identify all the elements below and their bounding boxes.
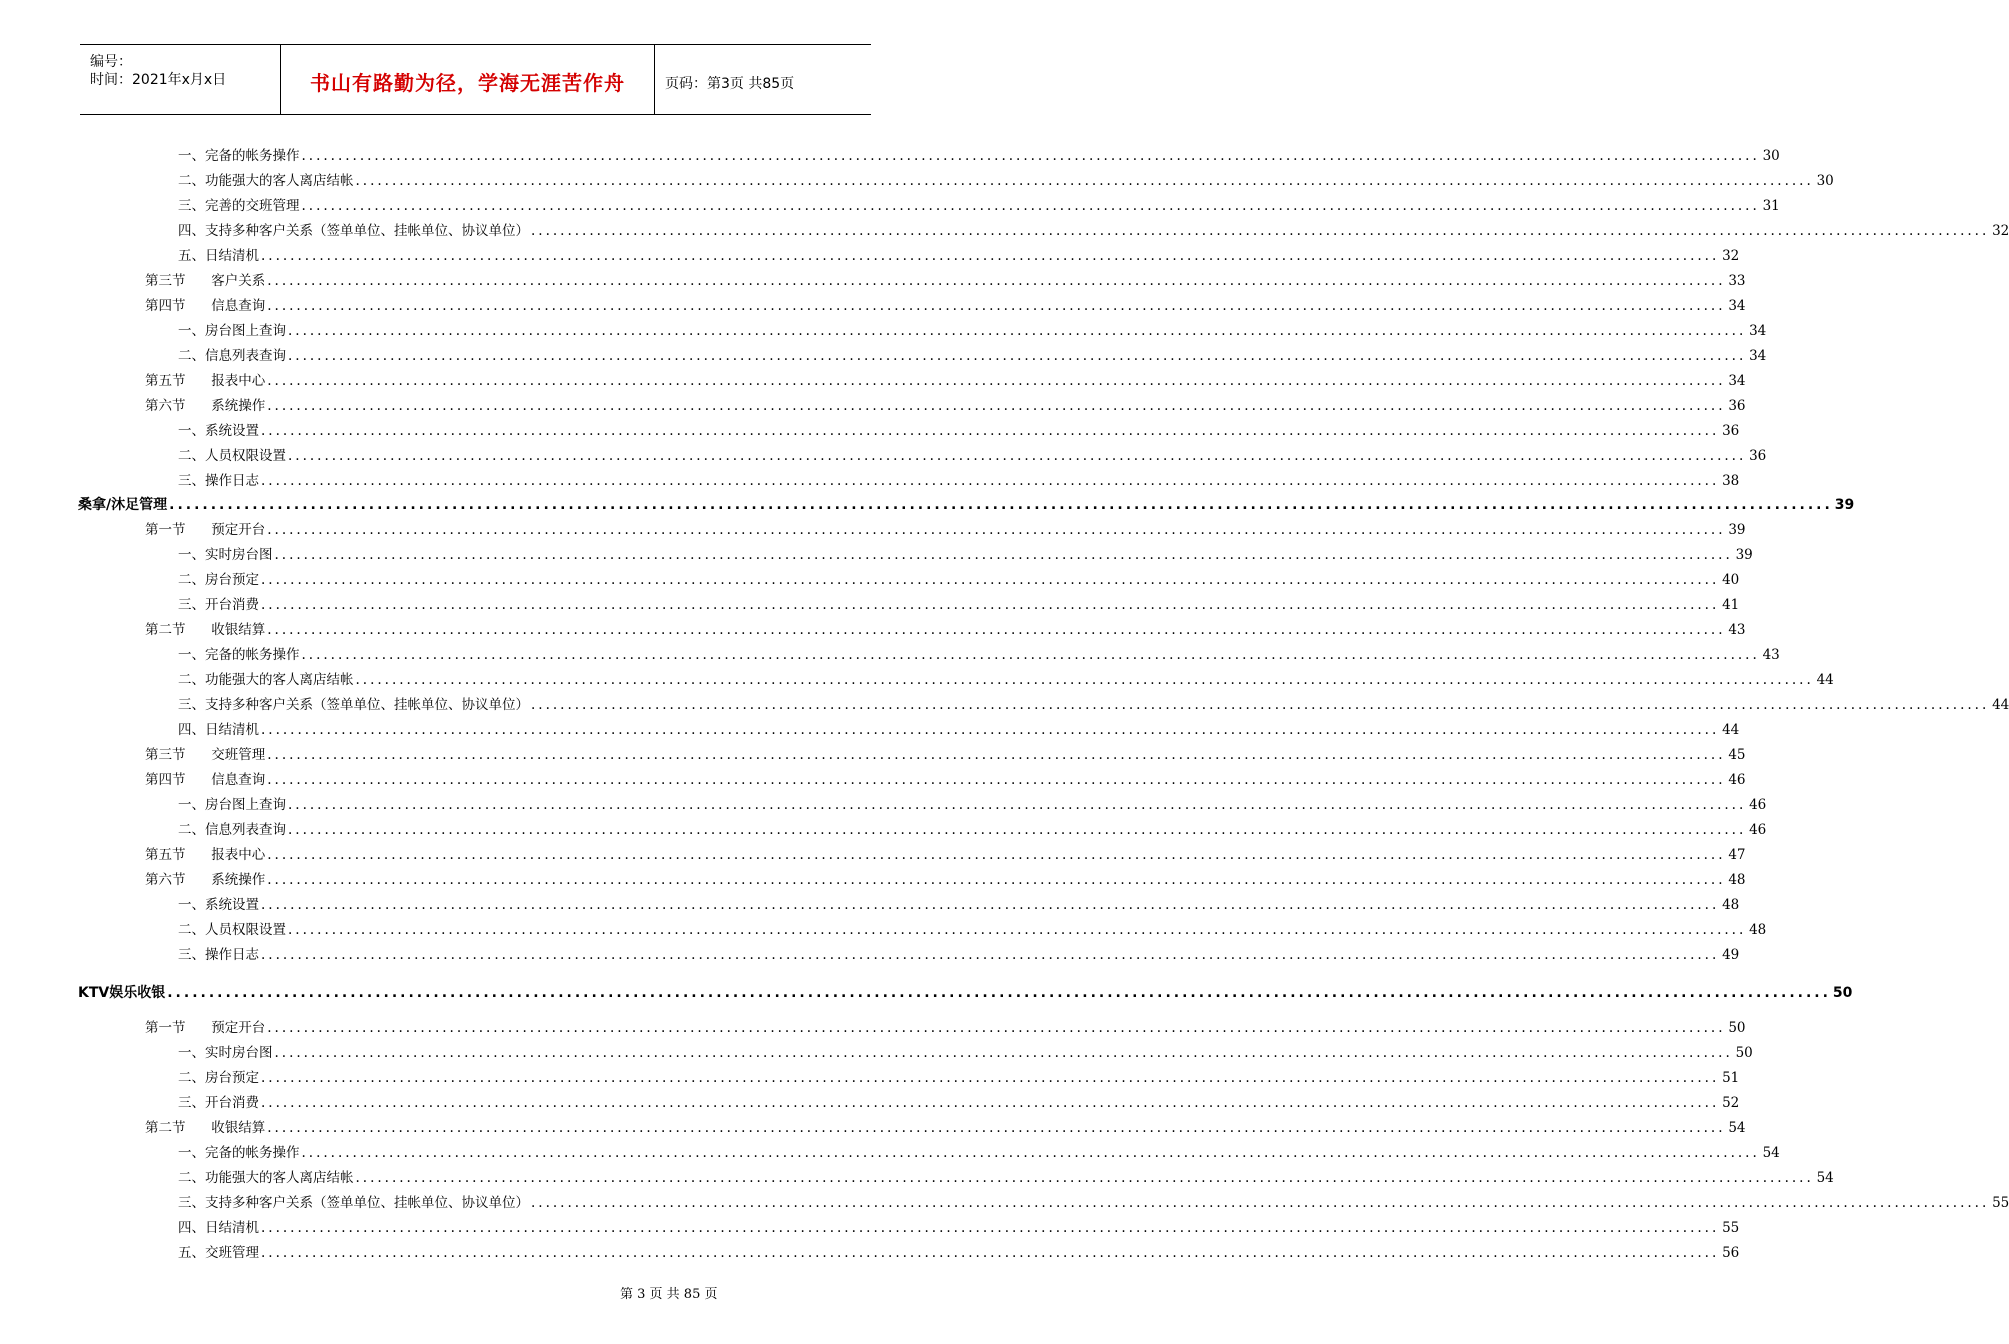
toc-page-number: 39 [1728,522,1746,538]
toc-section-entry[interactable] [145,770,1746,790]
toc-page-number: 38 [1722,473,1740,489]
toc-entry-label: 三、完善的交班管理 [178,198,300,214]
toc-section-entry[interactable] [145,296,1746,316]
toc-section-entry[interactable] [145,396,1746,416]
toc-leader-dots: ........................................................................................................................................................................................................ [267,398,1726,414]
toc-leader-dots: ........................................................................................................................................................................................................ [261,1070,1720,1086]
toc-page-number: 48 [1722,897,1740,913]
toc-subsection-entry[interactable] [178,920,1767,940]
toc-leader-dots: ........................................................................................................................................................................................................ [531,223,1990,239]
toc-entry-label: 第一节 预定开台 [145,522,266,538]
toc-leader-dots: ........................................................................................................................................................................................................ [267,622,1726,638]
toc-section-entry[interactable] [145,371,1746,391]
header-slogan-cell [281,45,655,114]
toc-entry-label: 第二节 收银结算 [145,622,266,638]
toc-page-number: 34 [1749,348,1767,364]
toc-subsection-entry[interactable] [178,246,1740,266]
toc-entry-label: 一、完备的帐务操作 [178,1145,300,1161]
toc-leader-dots: ........................................................................................................................................................................................................ [261,1220,1720,1236]
toc-leader-dots: ........................................................................................................................................................................................................ [261,423,1720,439]
page-footer: 第 3 页 共 85 页 [620,1287,718,1302]
toc-subsection-entry[interactable] [178,720,1740,740]
toc-entry-label: 三、操作日志 [178,473,259,489]
toc-page-number: 50 [1832,985,1853,1001]
toc-page-number: 55 [1992,1195,2009,1211]
toc-section-entry[interactable] [145,520,1746,540]
toc-leader-dots: ........................................................................................................................................................................................................ [261,597,1720,613]
toc-entry-label: 一、房台图上查询 [178,323,286,339]
toc-leader-dots: ........................................................................................................................................................................................................ [267,373,1726,389]
toc-page-number: 41 [1722,597,1740,613]
document-number-label: 编号： [90,54,132,70]
toc-leader-dots: ........................................................................................................................................................................................................ [355,173,1814,189]
toc-page-number: 50 [1728,1020,1746,1036]
toc-page-number: 54 [1728,1120,1746,1136]
toc-page-number: 39 [1735,547,1753,563]
toc-leader-dots: ........................................................................................................................................................................................................ [301,198,1760,214]
toc-subsection-entry[interactable] [178,196,1780,216]
toc-entry-label: 二、信息列表查询 [178,822,286,838]
page-header [80,44,871,115]
toc-section-entry[interactable] [145,271,1746,291]
toc-page-number: 54 [1816,1170,1834,1186]
toc-leader-dots: ........................................................................................................................................................................................................ [261,572,1720,588]
toc-subsection-entry[interactable] [178,545,1753,565]
toc-leader-dots: ........................................................................................................................................................................................................ [267,847,1726,863]
toc-page-number: 54 [1762,1145,1780,1161]
toc-page-number: 46 [1749,822,1767,838]
toc-subsection-entry[interactable] [178,146,1780,166]
toc-entry-label: 第六节 系统操作 [145,872,266,888]
toc-leader-dots: ........................................................................................................................................................................................................ [288,348,1747,364]
toc-page-number: 48 [1728,872,1746,888]
toc-subsection-entry[interactable] [178,945,1740,965]
toc-entry-label: 桑拿/沐足管理 [78,497,168,513]
toc-entry-label: 第二节 收银结算 [145,1120,266,1136]
toc-entry-label: 二、人员权限设置 [178,922,286,938]
toc-entry-label: 一、实时房台图 [178,1045,273,1061]
toc-page-number: 32 [1992,223,2009,239]
toc-entry-label: 四、日结清机 [178,722,259,738]
toc-entry-label: 三、支持多种客户关系（签单单位、挂帐单位、协议单位） [178,1195,529,1211]
toc-page-number: 49 [1722,947,1740,963]
toc-chapter-entry[interactable] [78,983,1853,1003]
toc-leader-dots: ........................................................................................................................................................................................................ [267,1120,1726,1136]
toc-entry-label: 二、功能强大的客人离店结帐 [178,1170,354,1186]
toc-subsection-entry[interactable] [178,645,1780,665]
toc-subsection-entry[interactable] [178,421,1740,441]
toc-entry-label: 一、系统设置 [178,423,259,439]
header-page-cell [655,45,871,114]
toc-page-number: 32 [1722,248,1740,264]
toc-leader-dots: ........................................................................................................................................................................................................ [261,1245,1720,1261]
toc-page-number: 36 [1722,423,1740,439]
toc-page-number: 43 [1762,647,1780,663]
toc-leader-dots: ........................................................................................................................................................................................................ [261,897,1720,913]
toc-page-number: 33 [1728,273,1746,289]
toc-subsection-entry[interactable] [178,1068,1740,1088]
toc-subsection-entry[interactable] [178,1168,1834,1188]
toc-entry-label: 第四节 信息查询 [145,772,266,788]
toc-entry-label: 四、支持多种客户关系（签单单位、挂帐单位、协议单位） [178,223,529,239]
toc-leader-dots: ........................................................................................................................................................................................................ [355,1170,1814,1186]
toc-leader-dots: ........................................................................................................................................................................................................ [288,448,1747,464]
toc-leader-dots: ........................................................................................................................................................................................................ [267,522,1726,538]
toc-leader-dots: ........................................................................................................................................................................................................ [261,1095,1720,1111]
toc-page-number: 50 [1735,1045,1753,1061]
toc-leader-dots: ........................................................................................................................................................................................................ [531,1195,1990,1211]
toc-entry-label: 三、操作日志 [178,947,259,963]
toc-leader-dots: ........................................................................................................................................................................................................ [355,672,1814,688]
toc-section-entry[interactable] [145,1118,1746,1138]
toc-entry-label: 四、日结清机 [178,1220,259,1236]
toc-leader-dots: ........................................................................................................................................................................................................ [301,647,1760,663]
toc-leader-dots: ........................................................................................................................................................................................................ [288,822,1747,838]
toc-page-number: 36 [1728,398,1746,414]
toc-leader-dots: ........................................................................................................................................................................................................ [288,922,1747,938]
toc-subsection-entry[interactable] [178,1143,1780,1163]
toc-section-entry[interactable] [145,870,1746,890]
toc-entry-label: 一、完备的帐务操作 [178,647,300,663]
toc-leader-dots: ........................................................................................................................................................................................................ [288,323,1747,339]
toc-entry-label: 第一节 预定开台 [145,1020,266,1036]
toc-subsection-entry[interactable] [178,471,1740,491]
toc-leader-dots: ........................................................................................................................................................................................................ [261,248,1720,264]
toc-section-entry[interactable] [145,745,1746,765]
toc-entry-label: 三、开台消费 [178,1095,259,1111]
toc-leader-dots: ........................................................................................................................................................................................................ [301,148,1760,164]
toc-leader-dots: ........................................................................................................................................................................................................ [267,1020,1726,1036]
toc-page-number: 30 [1816,173,1834,189]
toc-entry-label: 二、房台预定 [178,572,259,588]
toc-subsection-entry[interactable] [178,1193,2009,1213]
toc-entry-label: 第五节 报表中心 [145,373,266,389]
toc-page-number: 46 [1749,797,1767,813]
toc-subsection-entry[interactable] [178,570,1740,590]
document-date-label: 时间：2021年x月x日 [90,72,227,88]
toc-leader-dots: ........................................................................................................................................................................................................ [261,722,1720,738]
toc-page-number: 52 [1722,1095,1740,1111]
toc-section-entry[interactable] [145,1018,1746,1038]
toc-leader-dots: ........................................................................................................................................................................................................ [274,547,1733,563]
toc-entry-label: 五、交班管理 [178,1245,259,1261]
toc-section-entry[interactable] [145,845,1746,865]
toc-page-number: 55 [1722,1220,1740,1236]
toc-page-number: 30 [1762,148,1780,164]
toc-entry-label: 第五节 报表中心 [145,847,266,863]
toc-page-number: 44 [1992,697,2009,713]
toc-entry-label: 三、开台消费 [178,597,259,613]
toc-entry-label: 三、支持多种客户关系（签单单位、挂帐单位、协议单位） [178,697,529,713]
toc-page-number: 43 [1728,622,1746,638]
toc-leader-dots: ........................................................................................................................................................................................................ [167,985,1831,1001]
toc-entry-label: 第三节 客户关系 [145,273,266,289]
toc-subsection-entry[interactable] [178,1043,1753,1063]
toc-page-number: 36 [1749,448,1767,464]
toc-chapter-entry[interactable] [78,495,1855,515]
toc-entry-label: 五、日结清机 [178,248,259,264]
toc-page-number: 34 [1749,323,1767,339]
toc-leader-dots: ........................................................................................................................................................................................................ [261,473,1720,489]
toc-page-number: 46 [1728,772,1746,788]
toc-entry-label: 二、功能强大的客人离店结帐 [178,173,354,189]
toc-subsection-entry[interactable] [178,695,2009,715]
toc-entry-label: 第六节 系统操作 [145,398,266,414]
toc-subsection-entry[interactable] [178,171,1834,191]
toc-entry-label: 二、信息列表查询 [178,348,286,364]
toc-page-number: 40 [1722,572,1740,588]
header-meta-cell [80,45,281,114]
toc-entry-label: 一、实时房台图 [178,547,273,563]
toc-leader-dots: ........................................................................................................................................................................................................ [274,1045,1733,1061]
toc-page-number: 34 [1728,298,1746,314]
toc-subsection-entry[interactable] [178,895,1740,915]
toc-page-number: 47 [1728,847,1746,863]
toc-leader-dots: ........................................................................................................................................................................................................ [267,298,1726,314]
toc-entry-label: 第三节 交班管理 [145,747,266,763]
header-page-info: 页码：第3页 共85页 [665,76,795,92]
toc-subsection-entry[interactable] [178,321,1767,341]
toc-entry-label: 第四节 信息查询 [145,298,266,314]
toc-page-number: 48 [1749,922,1767,938]
toc-subsection-entry[interactable] [178,346,1767,366]
toc-page-number: 34 [1728,373,1746,389]
toc-entry-label: 二、功能强大的客人离店结帐 [178,672,354,688]
toc-subsection-entry[interactable] [178,446,1767,466]
toc-leader-dots: ........................................................................................................................................................................................................ [301,1145,1760,1161]
toc-page-number: 51 [1722,1070,1740,1086]
toc-subsection-entry[interactable] [178,1093,1740,1113]
toc-page-number: 44 [1816,672,1834,688]
toc-leader-dots: ........................................................................................................................................................................................................ [267,772,1726,788]
toc-entry-label: 一、完备的帐务操作 [178,148,300,164]
toc-leader-dots: ........................................................................................................................................................................................................ [267,747,1726,763]
toc-page-number: 45 [1728,747,1746,763]
toc-page-number: 56 [1722,1245,1740,1261]
header-slogan: 书山有路勤为径，学海无涯苦作舟 [310,71,625,95]
toc-section-entry[interactable] [145,620,1746,640]
toc-subsection-entry[interactable] [178,1218,1740,1238]
toc-subsection-entry[interactable] [178,820,1767,840]
toc-subsection-entry[interactable] [178,795,1767,815]
toc-leader-dots: ........................................................................................................................................................................................................ [267,872,1726,888]
toc-leader-dots: ........................................................................................................................................................................................................ [288,797,1747,813]
toc-page-number: 31 [1762,198,1780,214]
toc-entry-label: 一、房台图上查询 [178,797,286,813]
toc-entry-label: 二、房台预定 [178,1070,259,1086]
toc-page-number: 44 [1722,722,1740,738]
toc-subsection-entry[interactable] [178,1243,1740,1263]
toc-page-number: 39 [1834,497,1855,513]
toc-entry-label: 二、人员权限设置 [178,448,286,464]
toc-subsection-entry[interactable] [178,670,1834,690]
toc-subsection-entry[interactable] [178,595,1740,615]
toc-leader-dots: ........................................................................................................................................................................................................ [531,697,1990,713]
toc-entry-label: KTV娱乐收银 [78,985,166,1001]
toc-leader-dots: ........................................................................................................................................................................................................ [169,497,1833,513]
toc-leader-dots: ........................................................................................................................................................................................................ [267,273,1726,289]
toc-subsection-entry[interactable] [178,221,2009,241]
toc-leader-dots: ........................................................................................................................................................................................................ [261,947,1720,963]
toc-entry-label: 一、系统设置 [178,897,259,913]
